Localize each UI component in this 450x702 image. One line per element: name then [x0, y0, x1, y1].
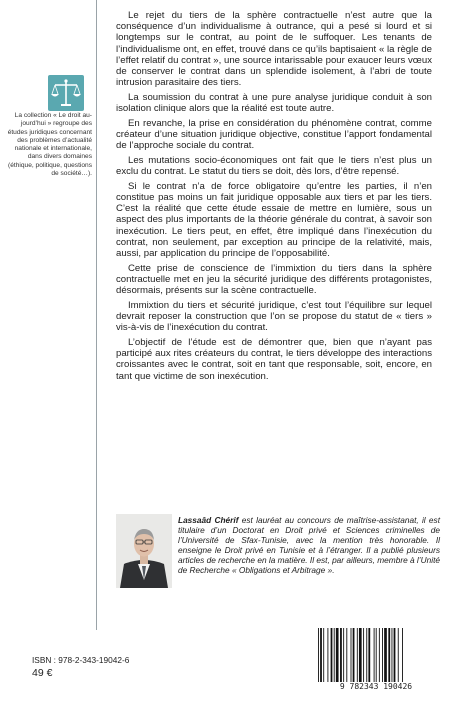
paragraph: En revanche, la prise en considération du phénomène contrat, comme créateur d’une situation juridique objective, constitue l’apport fondamental de l’approche sociale du contrat.: [116, 117, 432, 152]
paragraph: Immixtion du tiers et sécurité juridique, c’est tout l’équilibre sur lequel devrait reposer la construction que l’on se propose du statut de « tiers » vis-à-vis de l’inexécution du contrat.: [116, 299, 432, 334]
paragraph: Les mutations socio-économiques ont fait que le tiers n’est plus un exclu du contrat. Le statut du tiers se doit, dès lors, d’être repensé.: [116, 154, 432, 178]
paragraph: Cette prise de conscience de l’immixtion du tiers dans la sphère contractuelle met en jeu la sécurité juridique des différents protagonistes, désormais, présents sur la scène contractuelle.: [116, 262, 432, 297]
scales-of-justice-icon: [48, 75, 84, 111]
isbn: ISBN : 978-2-343-19042-6: [32, 655, 130, 665]
vertical-divider: [96, 0, 97, 630]
collection-description: La collection « Le droit au-jourd’hui » regroupe des études juridiques concernant des problèmes d’actualité nationale et internationale, dans divers domaines (éthique, politique, questions de société…).: [7, 112, 92, 178]
price: 49 €: [32, 667, 53, 679]
author-name: Lassaâd Chérif: [178, 515, 239, 525]
barcode-number: 9 782343 190426: [314, 682, 438, 691]
paragraph: Le rejet du tiers de la sphère contractuelle n’est autre que la conséquence d’un individualisme à outrance, qui a pesé si lourd et si longtemps sur le contrat, au point de le suffoquer. Les tenants de l’individualisme ont, en effet, trouvé dans ce qu’ils baptisaient « la règle de l’effet relatif du contrat », une source intarissable pour exaucer leurs vœux de conserver le contrat dans un splendide isolement, à l’abri de toute intrusion parasitaire des tiers.: [116, 10, 432, 89]
paragraph: L’objectif de l’étude est de démontrer que, bien que n’ayant pas participé aux rites créateurs du contrat, le tiers développe des interactions croissantes avec le contrat, soit en tant que responsable, soit, encore, en tant que victime de son inexécution.: [116, 336, 432, 382]
paragraph: Si le contrat n’a de force obligatoire qu’entre les parties, il n’en constitue pas moins un fait juridique opposable aux tiers et par les tiers. C’est la réalité que cette étude essaie de mettre en lumière, sous un aspect des plus importants de la théorie générale du contrat, à savoir son inexécution. Le tiers peut, en effet, être impliqué dans l’inexécution du contrat, non seulement, par exception au principe de la relativité, mais, aussi, par application du principe de l’opposabilité.: [116, 180, 432, 260]
paragraph: La soumission du contrat à une pure analyse juridique conduit à son isolation clinique alors que la réalité est toute autre.: [116, 91, 432, 115]
back-cover-text: [116, 10, 432, 385]
author-bio-text: est lauréat au concours de maîtrise-assistanat, il est titulaire d’un Doctorat en Droit privé et Sciences criminelles de l’Université de Sfax-Tunisie, avec la mention très honorable. Il enseigne le Droit privé en Tunisie et à l’étranger. Il a publié plusieurs articles de recherche en la matière. Il est, par ailleurs, membre à l’Unité de Recherche « Obligations et Arbitrage ».: [178, 515, 441, 576]
author-bio: [178, 515, 440, 576]
author-photo: [116, 514, 172, 588]
